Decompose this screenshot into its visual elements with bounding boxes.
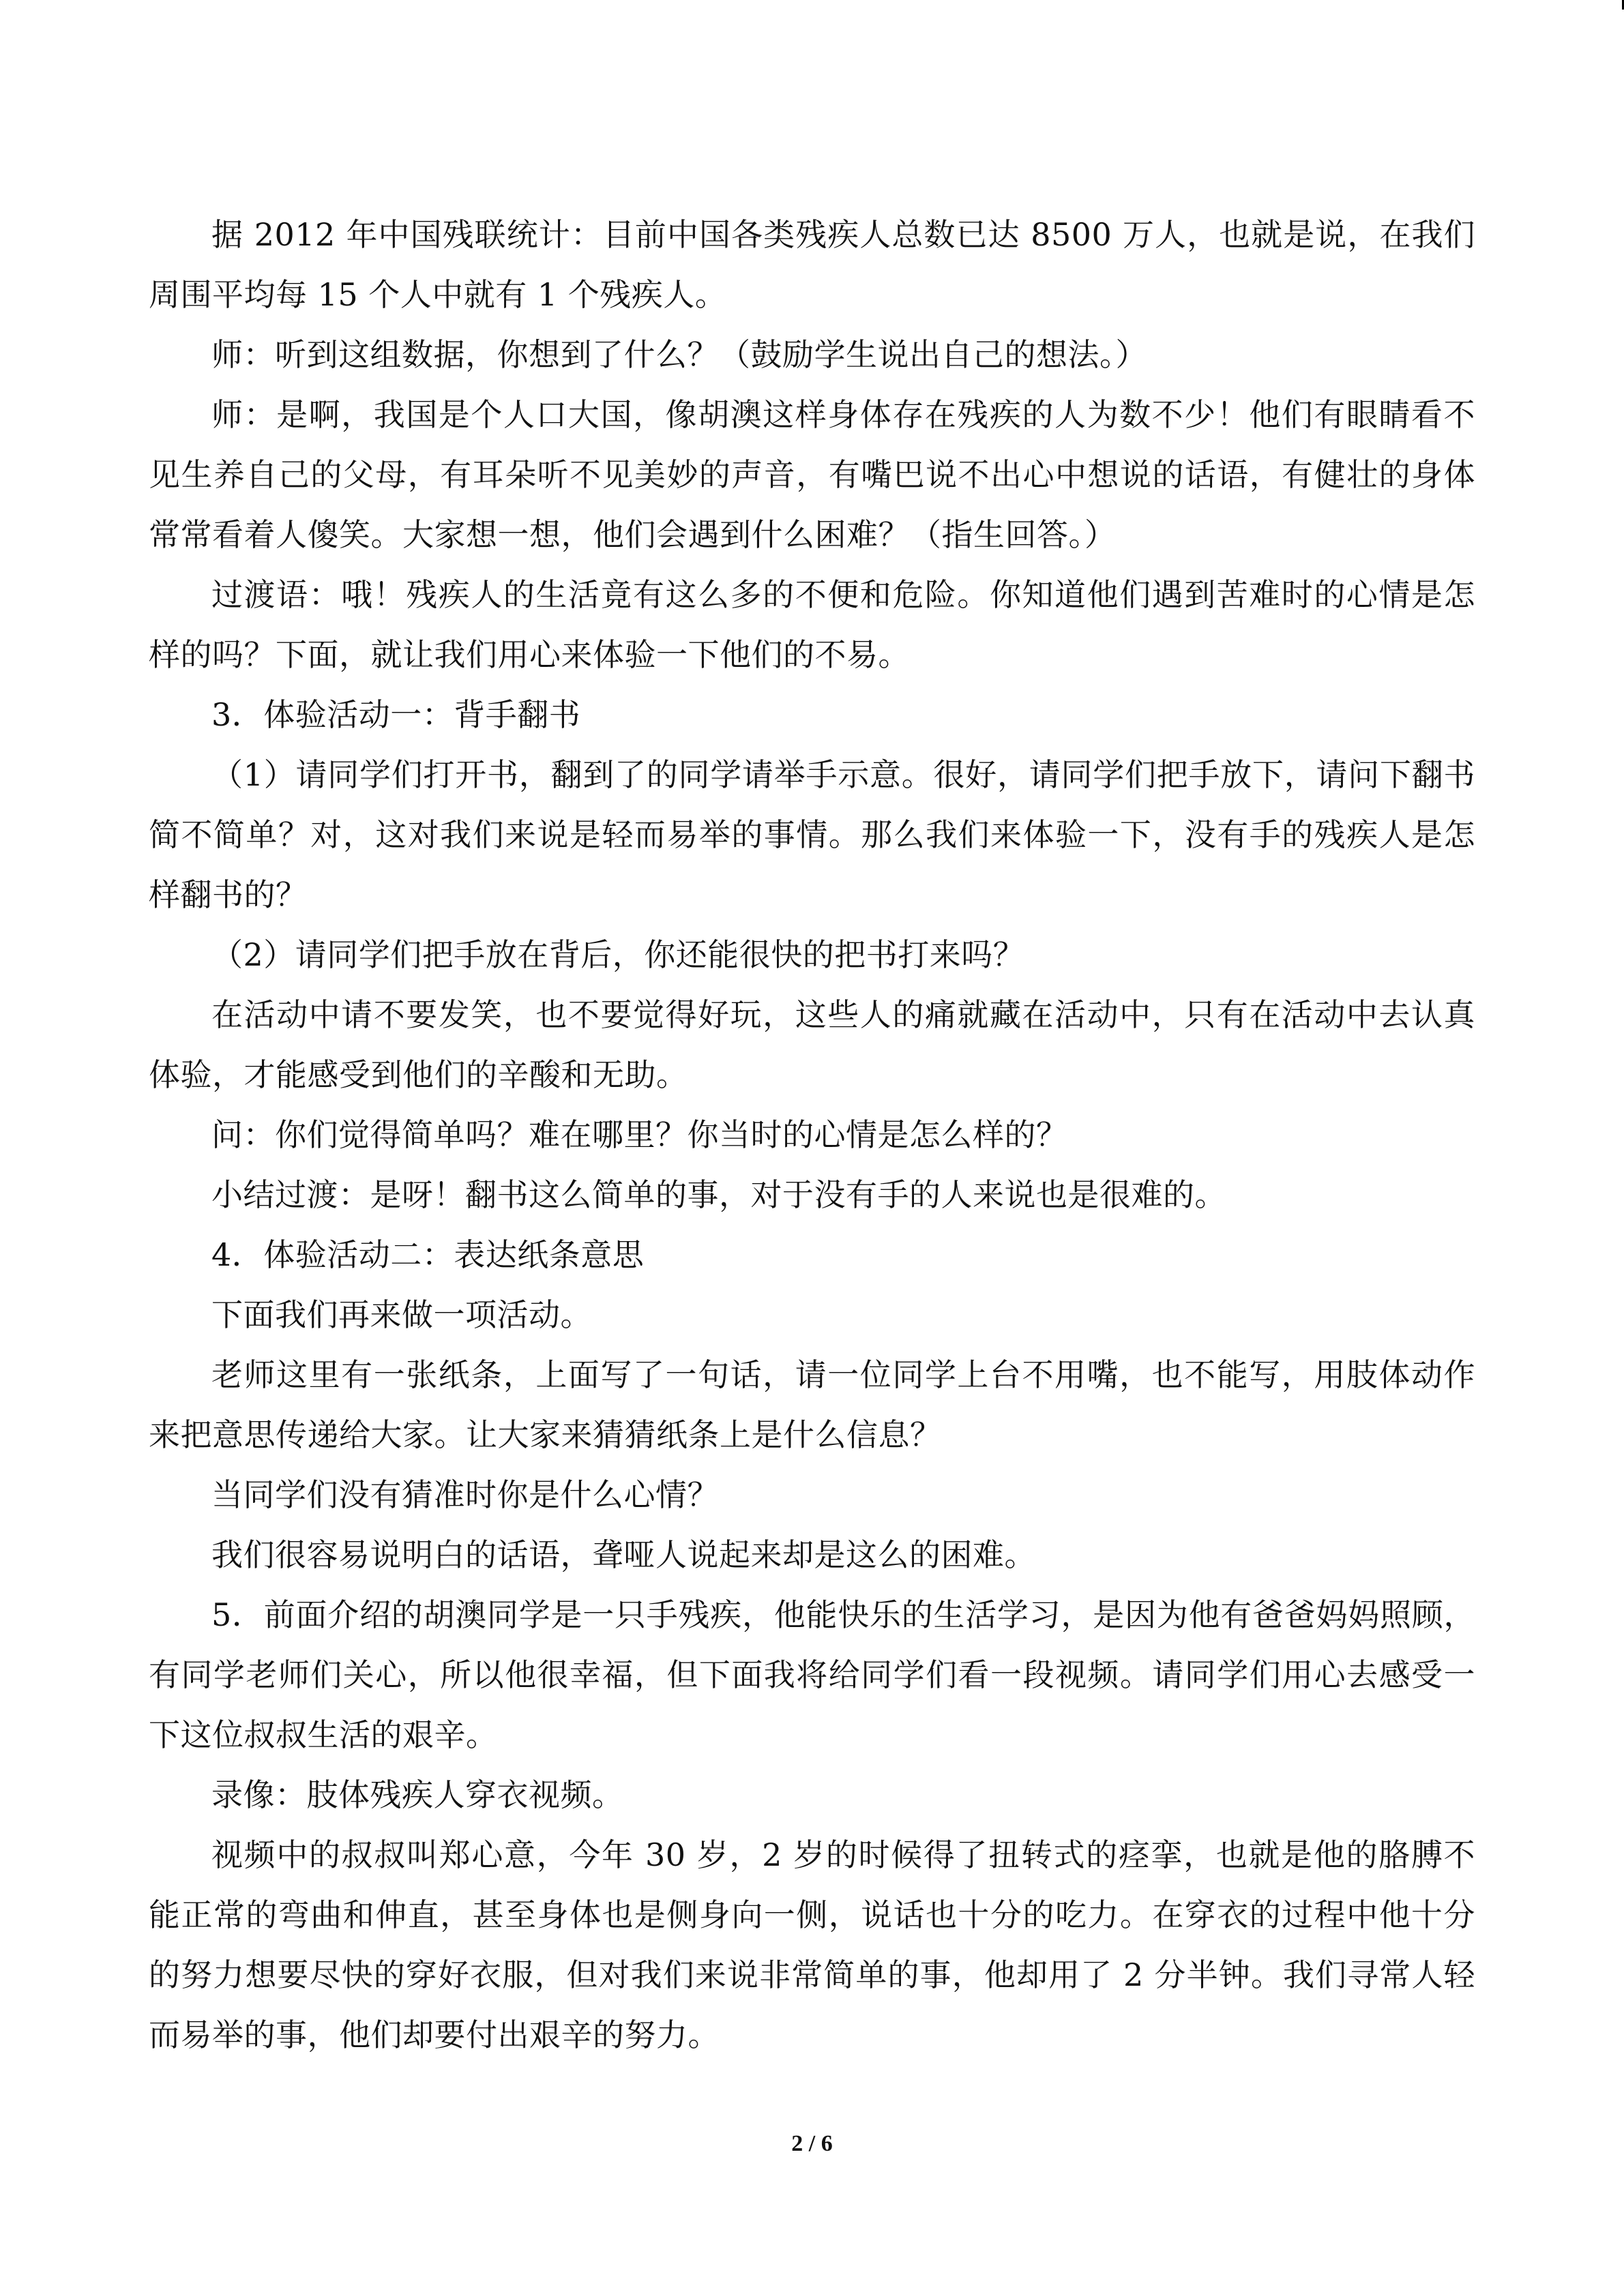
paragraph-activity-one-step-1: （1）请同学们打开书，翻到了的同学请举手示意。很好，请同学们把手放下，请问下翻书简不简单？对，这对我们来说是轻而易举的事情。那么我们来体验一下，没有手的残疾人是怎样翻书的？ <box>149 756 1475 913</box>
paragraph-statistics: 据 2012 年中国残联统计：目前中国各类残疾人总数已达 8500 万人，也就是说，在我们周围平均每 15 个人中就有 1 个残疾人。 <box>149 216 1475 313</box>
paragraph-note-instructions: 老师这里有一张纸条，上面写了一句话，请一位同学上台不用嘴，也不能写，用肢体动作来把意思传递给大家。让大家来猜猜纸条上是什么信息？ <box>149 1356 1475 1453</box>
paragraph-transition: 过渡语：哦！残疾人的生活竟有这么多的不便和危险。你知道他们遇到苦难时的心情是怎样的吗？下面，就让我们用心来体验一下他们的不易。 <box>149 576 1475 673</box>
paragraph-deaf-mute: 我们很容易说明白的话语，聋哑人说起来却是这么的困难。 <box>211 1536 1036 1573</box>
document-body <box>149 205 1475 2065</box>
paragraph-activity-note: 在活动中请不要发笑，也不要觉得好玩，这些人的痛就藏在活动中，只有在活动中去认真体验，才能感受到他们的辛酸和无助。 <box>149 996 1475 1093</box>
paragraph-teacher-question: 师：听到这组数据，你想到了什么？（鼓励学生说出自己的想法。） <box>211 336 1147 373</box>
paragraph-activity-one-step-2: （2）请同学们把手放在背后，你还能很快的把书打来吗？ <box>211 936 1025 973</box>
paragraph-next-activity: 下面我们再来做一项活动。 <box>211 1296 592 1333</box>
paragraph-question: 问：你们觉得简单吗？难在哪里？你当时的心情是怎么样的？ <box>211 1116 1068 1153</box>
paragraph-video-label: 录像：肢体残疾人穿衣视频。 <box>211 1776 624 1813</box>
heading-activity-one: 3．体验活动一：背手翻书 <box>211 696 581 733</box>
paragraph-item-five: 5．前面介绍的胡澳同学是一只手残疾，他能快乐的生活学习，是因为他有爸爸妈妈照顾，有同学老师们关心，所以他很幸福，但下面我将给同学们看一段视频。请同学们用心去感受一下这位叔叔生活的艰辛。 <box>149 1596 1475 1753</box>
paragraph-summary-transition: 小结过渡：是呀！翻书这么简单的事，对于没有手的人来说也是很难的。 <box>211 1176 1226 1213</box>
paragraph-video-description: 视频中的叔叔叫郑心意，今年 30 岁，2 岁的时候得了扭转式的痉挛，也就是他的胳膊不能正常的弯曲和伸直，甚至身体也是侧身向一侧，说话也十分的吃力。在穿衣的过程中他十分的努力想要尽快的穿好衣服，但对我们来说非常简单的事，他却用了 2 分半钟。我们寻常人轻而易举的事，他们却要付出艰辛的努力。 <box>149 1836 1475 2053</box>
paragraph-teacher-response: 师：是啊，我国是个人口大国，像胡澳这样身体存在残疾的人为数不少！他们有眼睛看不见生养自己的父母，有耳朵听不见美妙的声音，有嘴巴说不出心中想说的话语，有健壮的身体常常看着人傻笑。大家想一想，他们会遇到什么困难？（指生回答。） <box>149 396 1475 553</box>
heading-activity-two: 4．体验活动二：表达纸条意思 <box>211 1236 645 1273</box>
paragraph-feeling-question: 当同学们没有猜准时你是什么心情？ <box>211 1476 719 1513</box>
page-number: 2 / 6 <box>791 2131 833 2156</box>
